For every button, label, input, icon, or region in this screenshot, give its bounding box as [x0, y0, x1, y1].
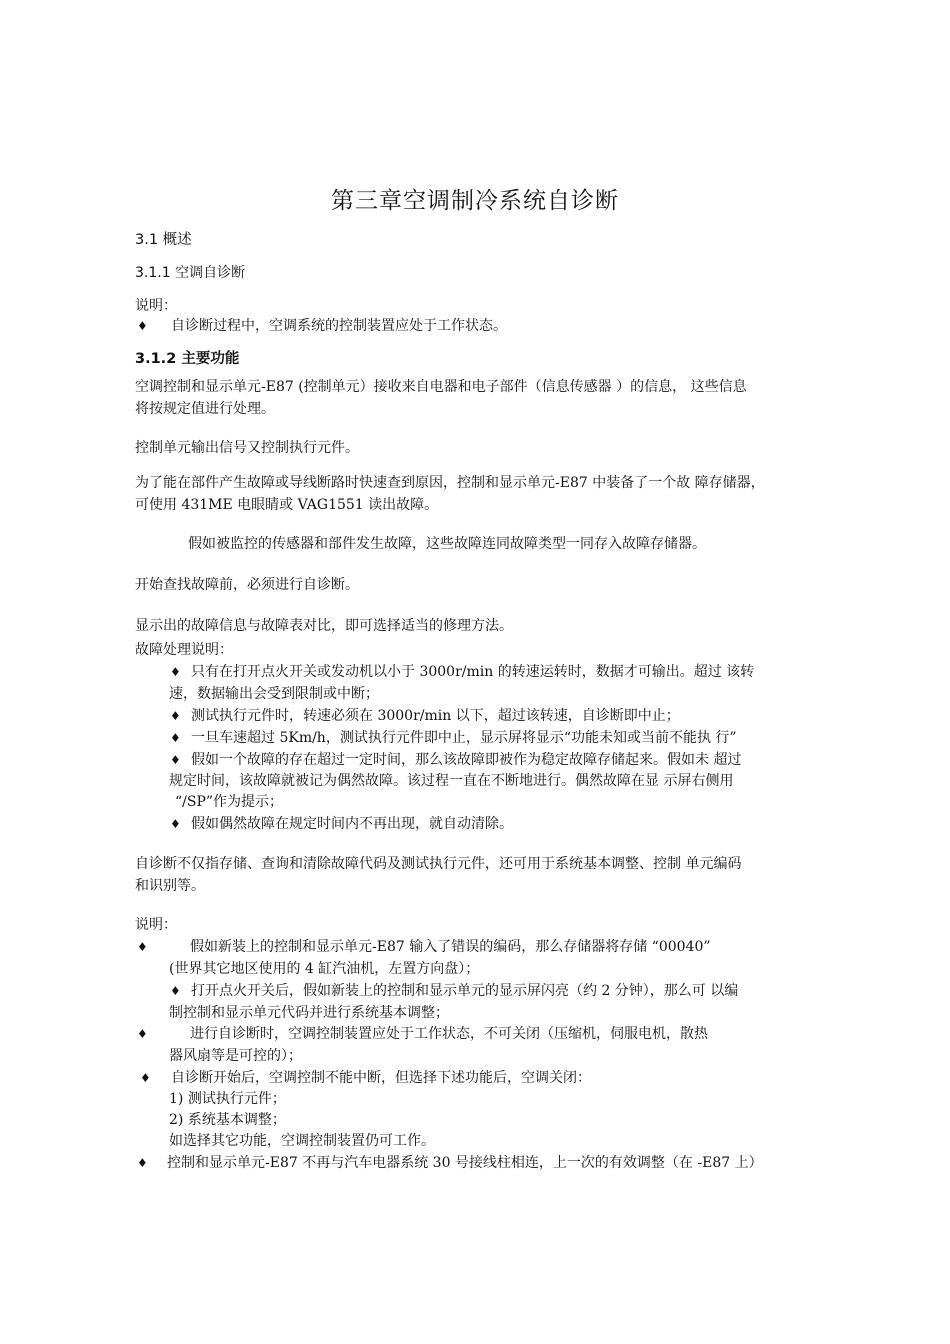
sub-item: 1) 测试执行元件； — [169, 1091, 286, 1107]
list-item-line: 规定时间，该故障就被记为偶然故障。该过程一直在不断地进行。偶然故障在显 示屏右侧用 — [169, 773, 734, 789]
diamond-bullet-icon: ♦ — [170, 984, 181, 998]
note-item: 控制和显示单元-E87 不再与汽车电器系统 30 号接线柱相连，上一次的有效调整（在 -E87 上） — [167, 1155, 763, 1171]
paragraph: 开始查找故障前，必须进行自诊断。 — [135, 577, 359, 593]
fault-handling-label: 故障处理说明： — [135, 642, 233, 658]
diamond-bullet-icon: ♦ — [170, 817, 181, 831]
list-item: 测试执行元件时，转速必须在 3000r/min 以下，超过该转速，自诊断即中止； — [191, 708, 680, 724]
paragraph-line: 空调控制和显示单元-E87 (控制单元）接收来自电器和电子部件（信息传感器 ）的信息， 这些信息 — [135, 379, 747, 395]
note-item: 自诊断开始后，空调控制不能中断，但选择下述功能后，空调关闭： — [171, 1070, 591, 1086]
diamond-bullet-icon: ♦ — [170, 665, 181, 679]
diamond-bullet-icon: ♦ — [137, 1156, 148, 1170]
paragraph: 显示出的故障信息与故障表对比，即可选择适当的修理方法。 — [135, 618, 513, 634]
list-item-line: 只有在打开点火开关或发动机以小于 3000r/min 的转速运转时，数据才可输出。超过 该转 — [191, 664, 755, 680]
diamond-bullet-icon: ♦ — [170, 709, 181, 723]
note-label: 说明： — [135, 917, 177, 933]
diamond-bullet-icon: ♦ — [170, 731, 181, 745]
note-item-line: 打开点火开关后，假如新装上的控制和显示单元的显示屏闪亮（约 2 分钟），那么可 以编 — [191, 983, 739, 999]
list-item-line: 速，数据输出会受到限制或中断； — [169, 686, 379, 702]
paragraph-line: 将按规定值进行处理。 — [135, 401, 275, 417]
heading-3-1-1: 3.1.1 空调自诊断 — [135, 265, 246, 281]
note-item-line: (世界其它地区使用的 4 缸汽油机，左置方向盘）； — [169, 961, 480, 977]
paragraph-line: 和识别等。 — [135, 878, 205, 894]
note-item-line: 器风扇等是可控的）； — [169, 1048, 302, 1064]
list-item-line: 假如一个故障的存在超过一定时间，那么该故障即被作为稳定故障存储起来。假如未 超过 — [191, 752, 742, 768]
chapter-title: 第三章空调制冷系统自诊断 — [331, 188, 619, 214]
list-item: 假如偶然故障在规定时间内不再出现，就自动清除。 — [191, 816, 513, 832]
note-label: 说明： — [135, 298, 177, 314]
paragraph-line: 可使用 431ME 电眼睛或 VAG1551 读出故障。 — [135, 497, 439, 513]
paragraph: 控制单元输出信号又控制执行元件。 — [135, 440, 359, 456]
sub-item: 2) 系统基本调整； — [169, 1112, 286, 1128]
list-item: 一旦车速超过 5Km/h，测试执行元件即中止，显示屏将显示“功能未知或当前不能执 行” — [191, 730, 737, 746]
paragraph-line: 为了能在部件产生故障或导线断路时快速查到原因，控制和显示单元-E87 中装备了一个故 障存储器， — [135, 475, 765, 491]
list-item-line: “/SP”作为提示； — [175, 794, 284, 810]
heading-3-1-2: 3.1.2 主要功能 — [135, 351, 240, 367]
diamond-bullet-icon: ♦ — [140, 1071, 151, 1085]
diamond-bullet-icon: ♦ — [137, 940, 148, 954]
note-item: 自诊断过程中，空调系统的控制装置应处于工作状态。 — [171, 318, 507, 334]
sub-item: 如选择其它功能，空调控制装置仍可工作。 — [169, 1133, 435, 1149]
paragraph: 假如被监控的传感器和部件发生故障，这些故障连同故障类型一同存入故障存储器。 — [188, 536, 706, 552]
note-item-line: 进行自诊断时，空调控制装置应处于工作状态，不可关闭（压缩机，伺服电机，散热 — [190, 1026, 708, 1042]
note-item-line: 制控制和显示单元代码并进行系统基本调整； — [169, 1005, 449, 1021]
heading-3-1: 3.1 概述 — [135, 232, 192, 248]
note-item-line: 假如新装上的控制和显示单元-E87 输入了错误的编码，那么存储器将存储 “00040” — [190, 939, 711, 955]
diamond-bullet-icon: ♦ — [137, 319, 148, 333]
diamond-bullet-icon: ♦ — [137, 1027, 148, 1041]
diamond-bullet-icon: ♦ — [170, 753, 181, 767]
paragraph-line: 自诊断不仅指存储、查询和清除故障代码及测试执行元件，还可用于系统基本调整、控制 单元编码 — [135, 856, 742, 872]
